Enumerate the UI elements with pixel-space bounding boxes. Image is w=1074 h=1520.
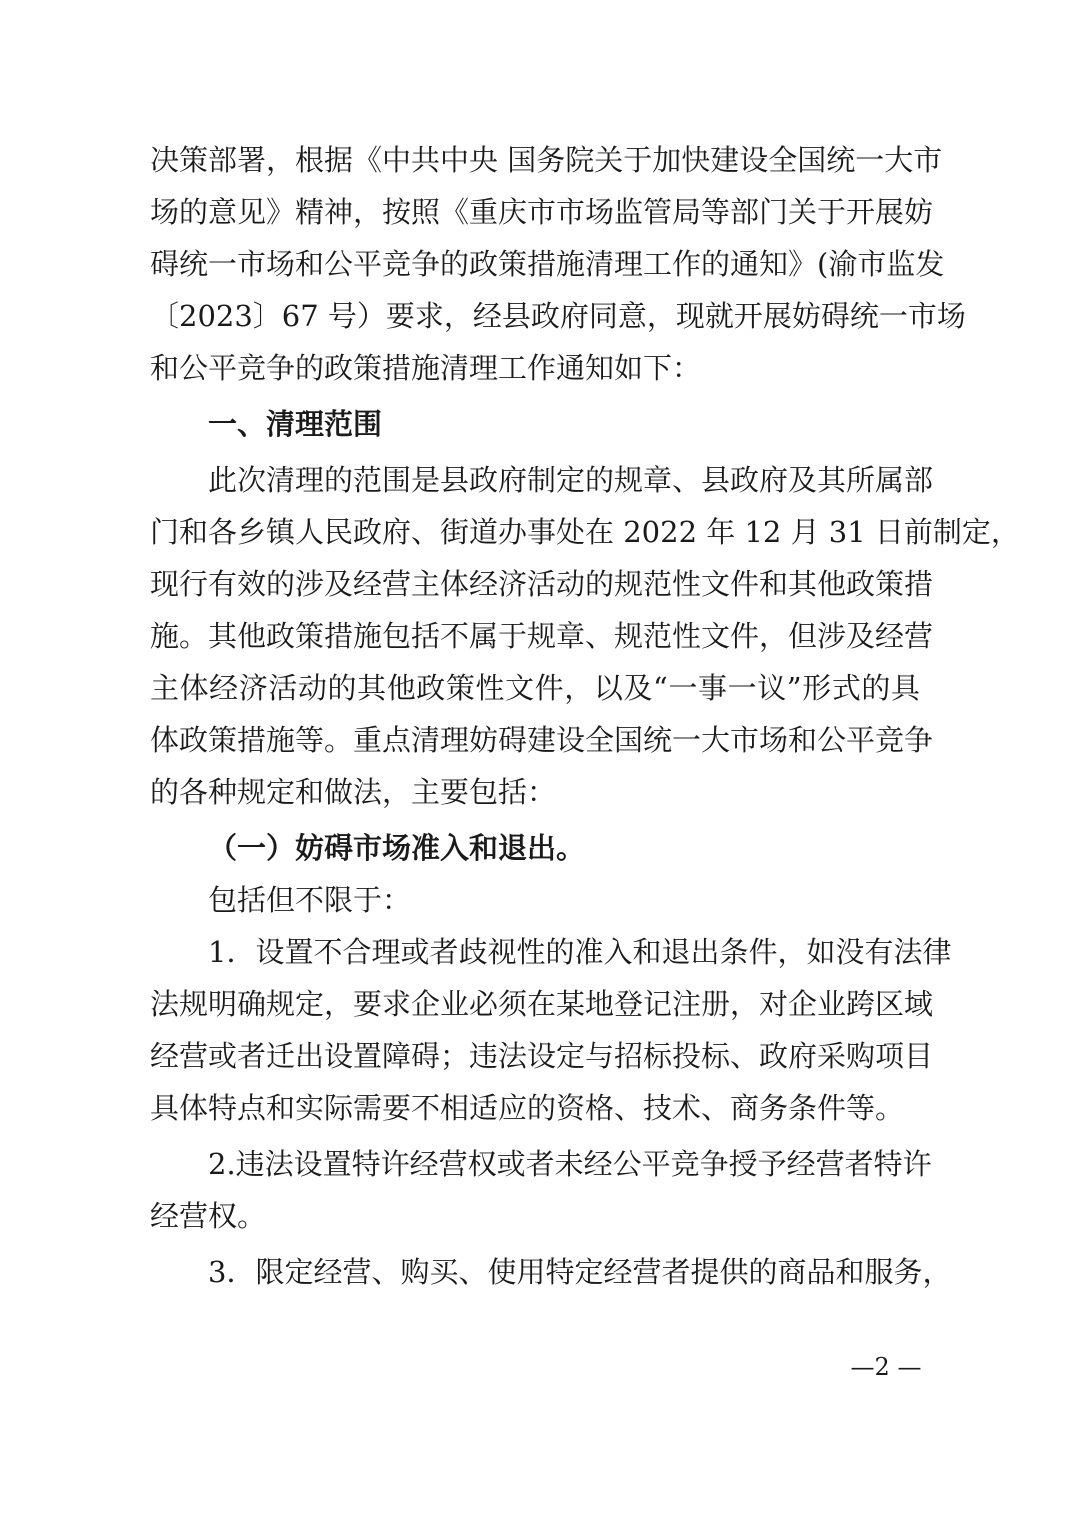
body-text-line: 〔2023〕67 号）要求，经县政府同意，现就开展妨碍统一市场 — [150, 299, 966, 333]
list-item-1-line: 具体特点和实际需要不相适应的资格、技术、商务条件等。 — [150, 1091, 905, 1125]
list-item-1-line: 1．设置不合理或者歧视性的准入和退出条件，如没有法律 — [208, 935, 952, 969]
body-text-line: 主体经济活动的其他政策性文件，以及“一事一议”形式的具 — [150, 671, 920, 705]
subsection-heading: （一）妨碍市场准入和退出。 — [208, 831, 586, 865]
list-item-1-line: 经营或者迁出设置障碍；违法设定与招标投标、政府采购项目 — [150, 1039, 934, 1073]
list-item-3-line: 3．限定经营、购买、使用特定经营者提供的商品和服务， — [208, 1255, 952, 1289]
section-heading: 一、清理范围 — [208, 407, 383, 441]
body-text-line: 场的意见》精神，按照《重庆市市场监管局等部门关于开展妨 — [150, 195, 934, 229]
body-text-line: 的各种规定和做法，主要包括： — [150, 775, 557, 809]
body-text-line: 体政策措施等。重点清理妨碍建设全国统一大市场和公平竞争 — [150, 723, 934, 757]
body-text-line: 决策部署，根据《中共中央 国务院关于加快建设全国统一大市 — [150, 143, 943, 177]
list-item-1-line: 法规明确规定，要求企业必须在某地登记注册，对企业跨区域 — [150, 987, 934, 1021]
body-text-line: 此次清理的范围是县政府制定的规章、县政府及其所属部 — [208, 463, 934, 497]
body-text-line: 碍统一市场和公平竞争的政策措施清理工作的通知》(渝市监发 — [150, 247, 945, 281]
body-text-line: 和公平竞争的政策措施清理工作通知如下： — [150, 351, 702, 385]
body-text-line: 施。其他政策措施包括不属于规章、规范性文件，但涉及经营 — [150, 619, 934, 653]
body-text-line: 现行有效的涉及经营主体经济活动的规范性文件和其他政策措 — [150, 567, 934, 601]
body-text-line: 包括但不限于： — [208, 883, 412, 917]
list-item-2-line: 经营权。 — [150, 1199, 267, 1233]
page-number: —2 — — [850, 1353, 922, 1381]
list-item-2-line: 2.违法设置特许经营权或者未经公平竞争授予经营者特许 — [208, 1147, 932, 1181]
body-text-line: 门和各乡镇人民政府、街道办事处在 2022 年 12 月 31 日前制定， — [150, 515, 1020, 549]
